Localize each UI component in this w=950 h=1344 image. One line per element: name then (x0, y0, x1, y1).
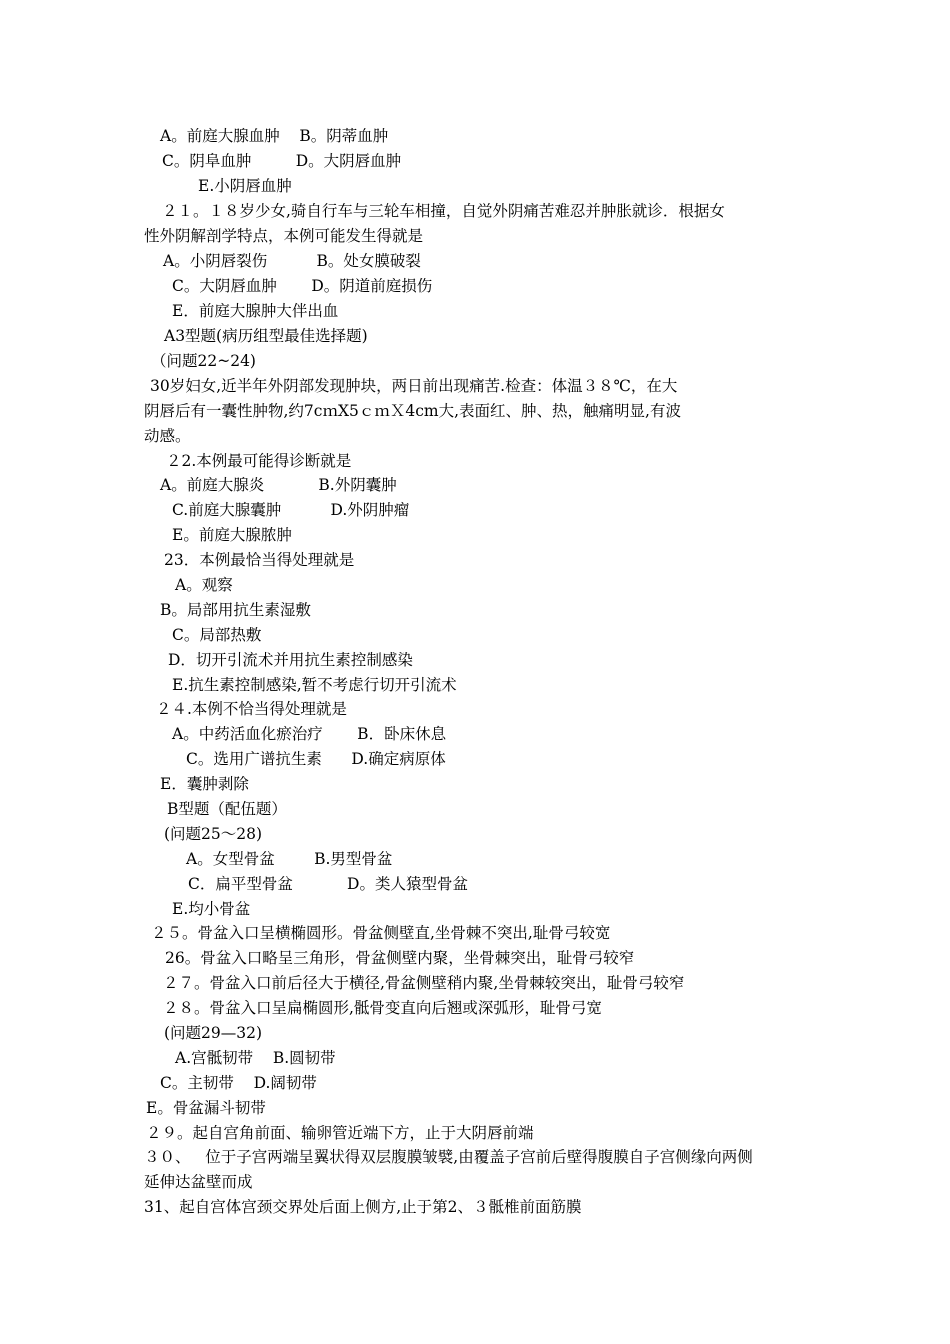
text-line: E。骨盆漏斗韧带 (146, 1099, 266, 1117)
text-line: E.小阴唇血肿 (198, 177, 292, 195)
text-line: C。选用广谱抗生素 D.确定病原体 (186, 750, 446, 768)
text-line: E.均小骨盆 (172, 900, 251, 918)
text-line: ２2.本例最可能得诊断就是 (166, 452, 352, 470)
text-line: C。主韧带 D.阔韧带 (160, 1074, 317, 1092)
text-line: A.宫骶韧带 B.圆韧带 (175, 1049, 336, 1067)
text-line: ２５。骨盆入口呈横椭圆形。骨盆侧壁直,坐骨棘不突出,耻骨弓较宽 (151, 924, 611, 942)
text-line: ２８。骨盆入口呈扁椭圆形,骶骨变直向后翘或深弧形，耻骨弓宽 (163, 999, 602, 1017)
text-line: 延伸达盆壁而成 (144, 1173, 253, 1191)
text-line: ２７。骨盆入口前后径大于横径,骨盆侧壁稍内聚,坐骨棘较突出，耻骨弓较窄 (163, 974, 685, 992)
text-line: E．囊肿剥除 (160, 775, 249, 793)
text-line: ２９。起自宫角前面、输卵管近端下方，止于大阴唇前端 (146, 1124, 534, 1142)
text-line: (问题25～28) (164, 825, 263, 843)
text-line: A。女型骨盆 B.男型骨盆 (186, 850, 393, 868)
text-line: E.抗生素控制感染,暂不考虑行切开引流术 (172, 676, 457, 694)
text-line: ３０、 位于子宫两端呈翼状得双层腹膜皱襞,由覆盖子宫前后壁得腹膜自子宫侧缘向两侧 (144, 1148, 753, 1166)
text-line: 性外阴解剖学特点，本例可能发生得就是 (144, 227, 424, 245)
text-line: B。局部用抗生素湿敷 (160, 601, 311, 619)
text-line: C.前庭大腺囊肿 D.外阴肿瘤 (172, 501, 410, 519)
text-line: E。前庭大腺脓肿 (172, 526, 292, 544)
text-line: 动感。 (144, 427, 191, 445)
text-line: ２４.本例不恰当得处理就是 (156, 700, 347, 718)
text-line: A。观察 (175, 576, 233, 594)
text-line: A。中药活血化瘀治疗 B．卧床休息 (172, 725, 447, 743)
text-line: B型题（配伍题） (167, 800, 287, 818)
text-line: C。局部热敷 (172, 626, 262, 644)
text-line: A。小阴唇裂伤 B。处女膜破裂 (163, 252, 421, 270)
text-line: 30岁妇女,近半年外阴部发现肿块，两日前出现痛苦.检查：体温３８℃，在大 (150, 377, 678, 395)
text-line: 26。骨盆入口略呈三角形，骨盆侧壁内聚，坐骨棘突出，耻骨弓较窄 (165, 949, 635, 967)
text-line: (问题29—32) (164, 1024, 263, 1042)
text-line: A3型题(病历组型最佳选择题) (164, 327, 368, 345)
text-line: A。前庭大腺炎 B.外阴囊肿 (160, 476, 397, 494)
text-line: C。阴阜血肿 D。大阴唇血肿 (162, 152, 402, 170)
text-line: 23．本例最恰当得处理就是 (164, 551, 355, 569)
text-line: 阴唇后有一囊性肿物,约7cｍX5ｃｍＸ4cm大,表面红、肿、热，触痛明显,有波 (144, 402, 681, 420)
text-line: A。前庭大腺血肿 B。阴蒂血肿 (160, 127, 389, 145)
text-line: C．扁平型骨盆 D。类人猿型骨盆 (188, 875, 468, 893)
text-line: （问题22~24) (151, 352, 256, 370)
text-line: C。大阴唇血肿 D。阴道前庭损伤 (172, 277, 433, 295)
text-line: D．切开引流术并用抗生素控制感染 (168, 651, 413, 669)
text-line: ２１。１８岁少女,骑自行车与三轮车相撞，自觉外阴痛苦难忍并肿胀就诊．根据女 (162, 202, 725, 220)
text-line: 31、起自宫体宫颈交界处后面上侧方,止于第2、３骶椎前面筋膜 (144, 1198, 582, 1216)
text-line: E．前庭大腺肿大伴出血 (172, 302, 339, 320)
